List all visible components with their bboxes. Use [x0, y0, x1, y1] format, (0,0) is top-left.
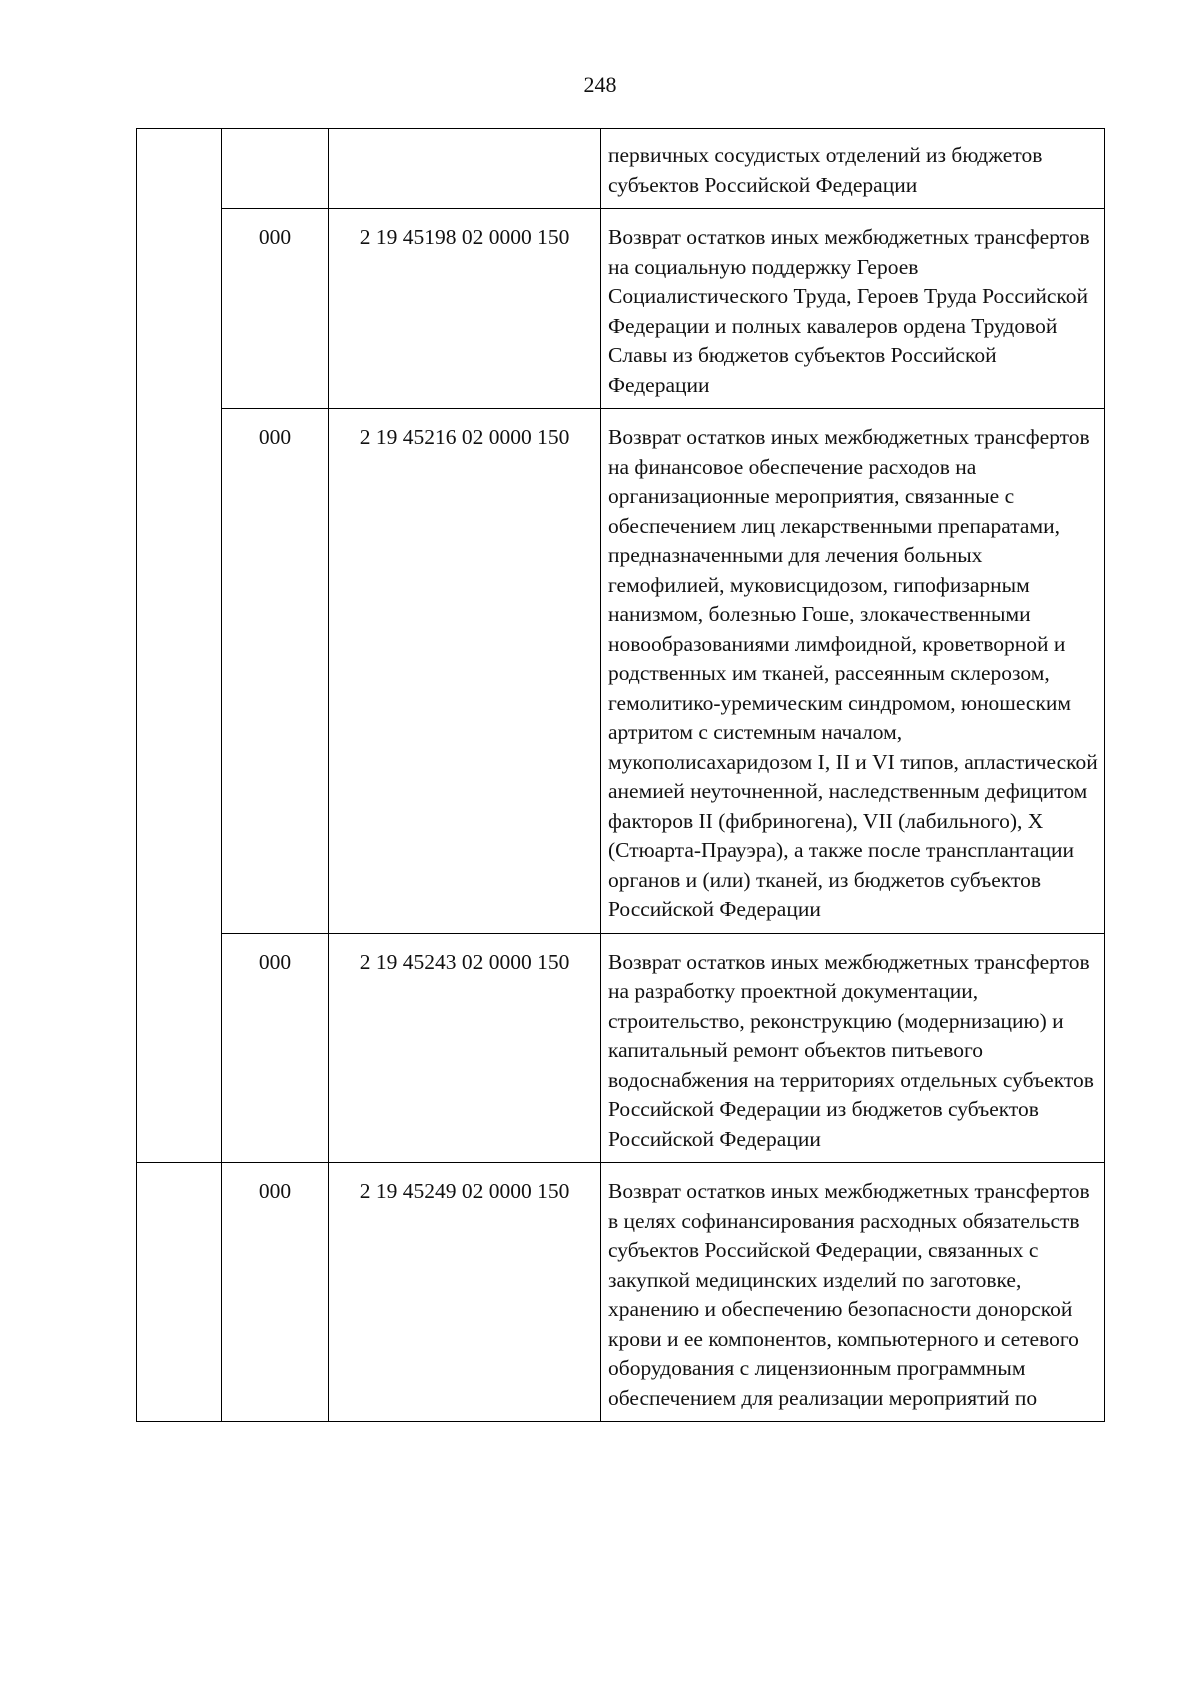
- blank-cell: [137, 1163, 222, 1422]
- table-row: [137, 933, 1105, 1163]
- budget-codes-table: [136, 128, 1105, 1422]
- blank-cell: [137, 933, 222, 1163]
- admin-code-cell: 000: [222, 209, 329, 409]
- table-row: [137, 409, 1105, 934]
- admin-code-cell: 000: [222, 933, 329, 1163]
- description-cell: Возврат остатков иных межбюджетных трансфертов на финансовое обеспечение расходов на организационные мероприятия, связанные с обеспечением лиц лекарственными препаратами, предназначенными для лечения больных гемофилией, муковисцидозом, гипофизарным нанизмом, болезнью Гоше, злокачественными новообразованиями лимфоидной, кроветворной и родственных им тканей, рассеянным склерозом, гемолитико-уремическим синдромом, юношеским артритом с системным началом, мукополисахаридозом I, II и VI типов, апластической анемией неуточненной, наследственным дефицитом факторов II (фибриногена), VII (лабильного), X (Стюарта-Прауэра), а также после трансплантации органов и (или) тканей, из бюджетов субъектов Российской Федерации: [601, 409, 1105, 934]
- budget-code-cell: 2 19 45243 02 0000 150: [329, 933, 601, 1163]
- budget-code-cell: 2 19 45249 02 0000 150: [329, 1163, 601, 1422]
- page-number: 248: [583, 72, 617, 97]
- description-cell: первичных сосудистых отделений из бюджетов субъектов Российской Федерации: [601, 129, 1105, 209]
- budget-code-cell: [329, 129, 601, 209]
- admin-code-cell: 000: [222, 1163, 329, 1422]
- description-cell: Возврат остатков иных межбюджетных трансфертов на разработку проектной документации, строительство, реконструкцию (модернизацию) и капитальный ремонт объектов питьевого водоснабжения на территориях отдельных субъектов Российской Федерации из бюджетов субъектов Российской Федерации: [601, 933, 1105, 1163]
- blank-cell: [137, 129, 222, 209]
- table-row: [137, 129, 1105, 209]
- description-cell: Возврат остатков иных межбюджетных трансфертов на социальную поддержку Героев Социалистического Труда, Героев Труда Российской Федерации и полных кавалеров ордена Трудовой Славы из бюджетов субъектов Российской Федерации: [601, 209, 1105, 409]
- table-row: [137, 209, 1105, 409]
- description-cell: Возврат остатков иных межбюджетных трансфертов в целях софинансирования расходных обязательств субъектов Российской Федерации, связанных с закупкой медицинских изделий по заготовке, хранению и обеспечению безопасности донорской крови и ее компонентов, компьютерного и сетевого оборудования с лицензионным программным обеспечением для реализации мероприятий по: [601, 1163, 1105, 1422]
- table-row: [137, 1163, 1105, 1422]
- budget-code-cell: 2 19 45198 02 0000 150: [329, 209, 601, 409]
- admin-code-cell: 000: [222, 409, 329, 934]
- admin-code-cell: [222, 129, 329, 209]
- budget-code-cell: 2 19 45216 02 0000 150: [329, 409, 601, 934]
- blank-cell: [137, 209, 222, 409]
- blank-cell: [137, 409, 222, 934]
